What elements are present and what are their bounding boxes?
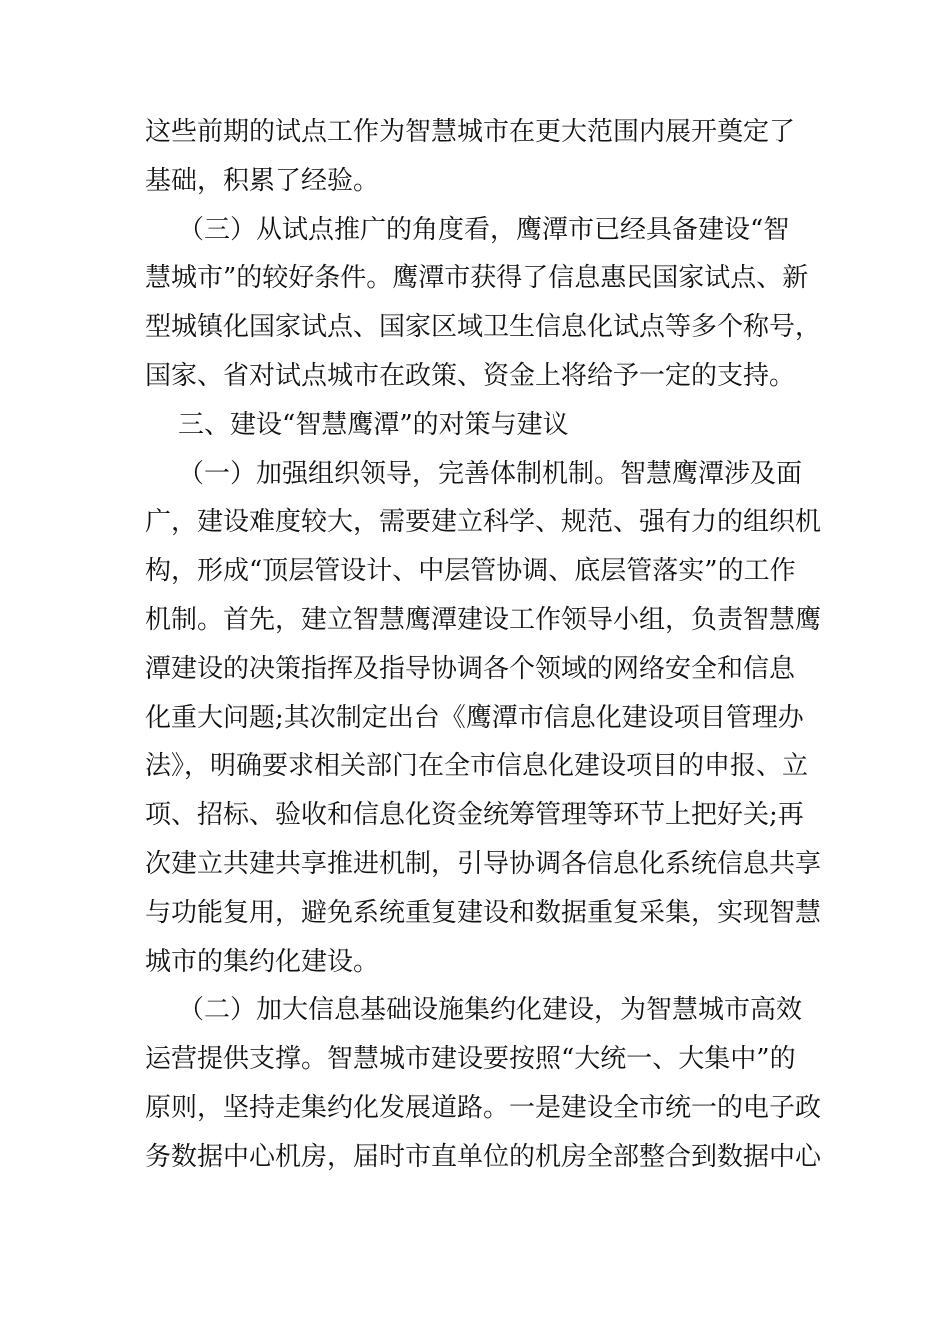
text-line: 次建立共建共享推进机制，引导协调各信息化系统信息共享 xyxy=(145,848,822,879)
text-line: 基础，积累了经验。 xyxy=(145,165,380,196)
text-line: （一）加强组织领导，完善体制机制。智慧鹰潭涉及面 xyxy=(145,458,803,489)
text-line: 运营提供支撑。智慧城市建设要按照“大统一、大集中”的 xyxy=(145,1044,796,1075)
text-line: （三）从试点推广的角度看，鹰潭市已经具备建设“智 xyxy=(145,214,790,245)
text-line: 这些前期的试点工作为智慧城市在更大范围内展开奠定了 xyxy=(145,117,796,147)
text-line: 化重大问题;其次制定出台《鹰潭市信息化建设项目管理办 xyxy=(145,702,804,733)
text-line: 型城镇化国家试点、国家区域卫生信息化试点等多个称号， xyxy=(145,312,822,343)
text-line: 国家、省对试点城市在政策、资金上将给予一定的支持。 xyxy=(145,360,796,391)
section-heading: 三、建设“智慧鹰潭”的对策与建议 xyxy=(145,409,569,440)
text-line: 构，形成“顶层管设计、中层管协调、底层管落实”的工作 xyxy=(145,556,796,587)
text-line: （二）加大信息基础设施集约化建设，为智慧城市高效 xyxy=(145,995,803,1026)
text-line: 与功能复用，避免系统重复建设和数据重复采集，实现智慧 xyxy=(145,897,822,928)
text-line: 慧城市”的较好条件。鹰潭市获得了信息惠民国家试点、新 xyxy=(145,263,809,294)
text-line: 广，建设难度较大，需要建立科学、规范、强有力的组织机 xyxy=(145,507,822,538)
text-line: 务数据中心机房，届时市直单位的机房全部整合到数据中心 xyxy=(145,1141,822,1172)
text-line: 法》，明确要求相关部门在全市信息化建设项目的申报、立 xyxy=(145,751,809,782)
text-line: 原则，坚持走集约化发展道路。一是建设全市统一的电子政 xyxy=(145,1092,822,1123)
body-text xyxy=(145,108,835,1182)
text-line: 城市的集约化建设。 xyxy=(145,946,380,977)
text-line: 项、招标、验收和信息化资金统筹管理等环节上把好关;再 xyxy=(145,800,804,831)
text-line: 潭建设的决策指挥及指导协调各个领域的网络安全和信息 xyxy=(145,653,796,684)
text-line: 机制。首先，建立智慧鹰潭建设工作领导小组，负责智慧鹰 xyxy=(145,604,822,635)
